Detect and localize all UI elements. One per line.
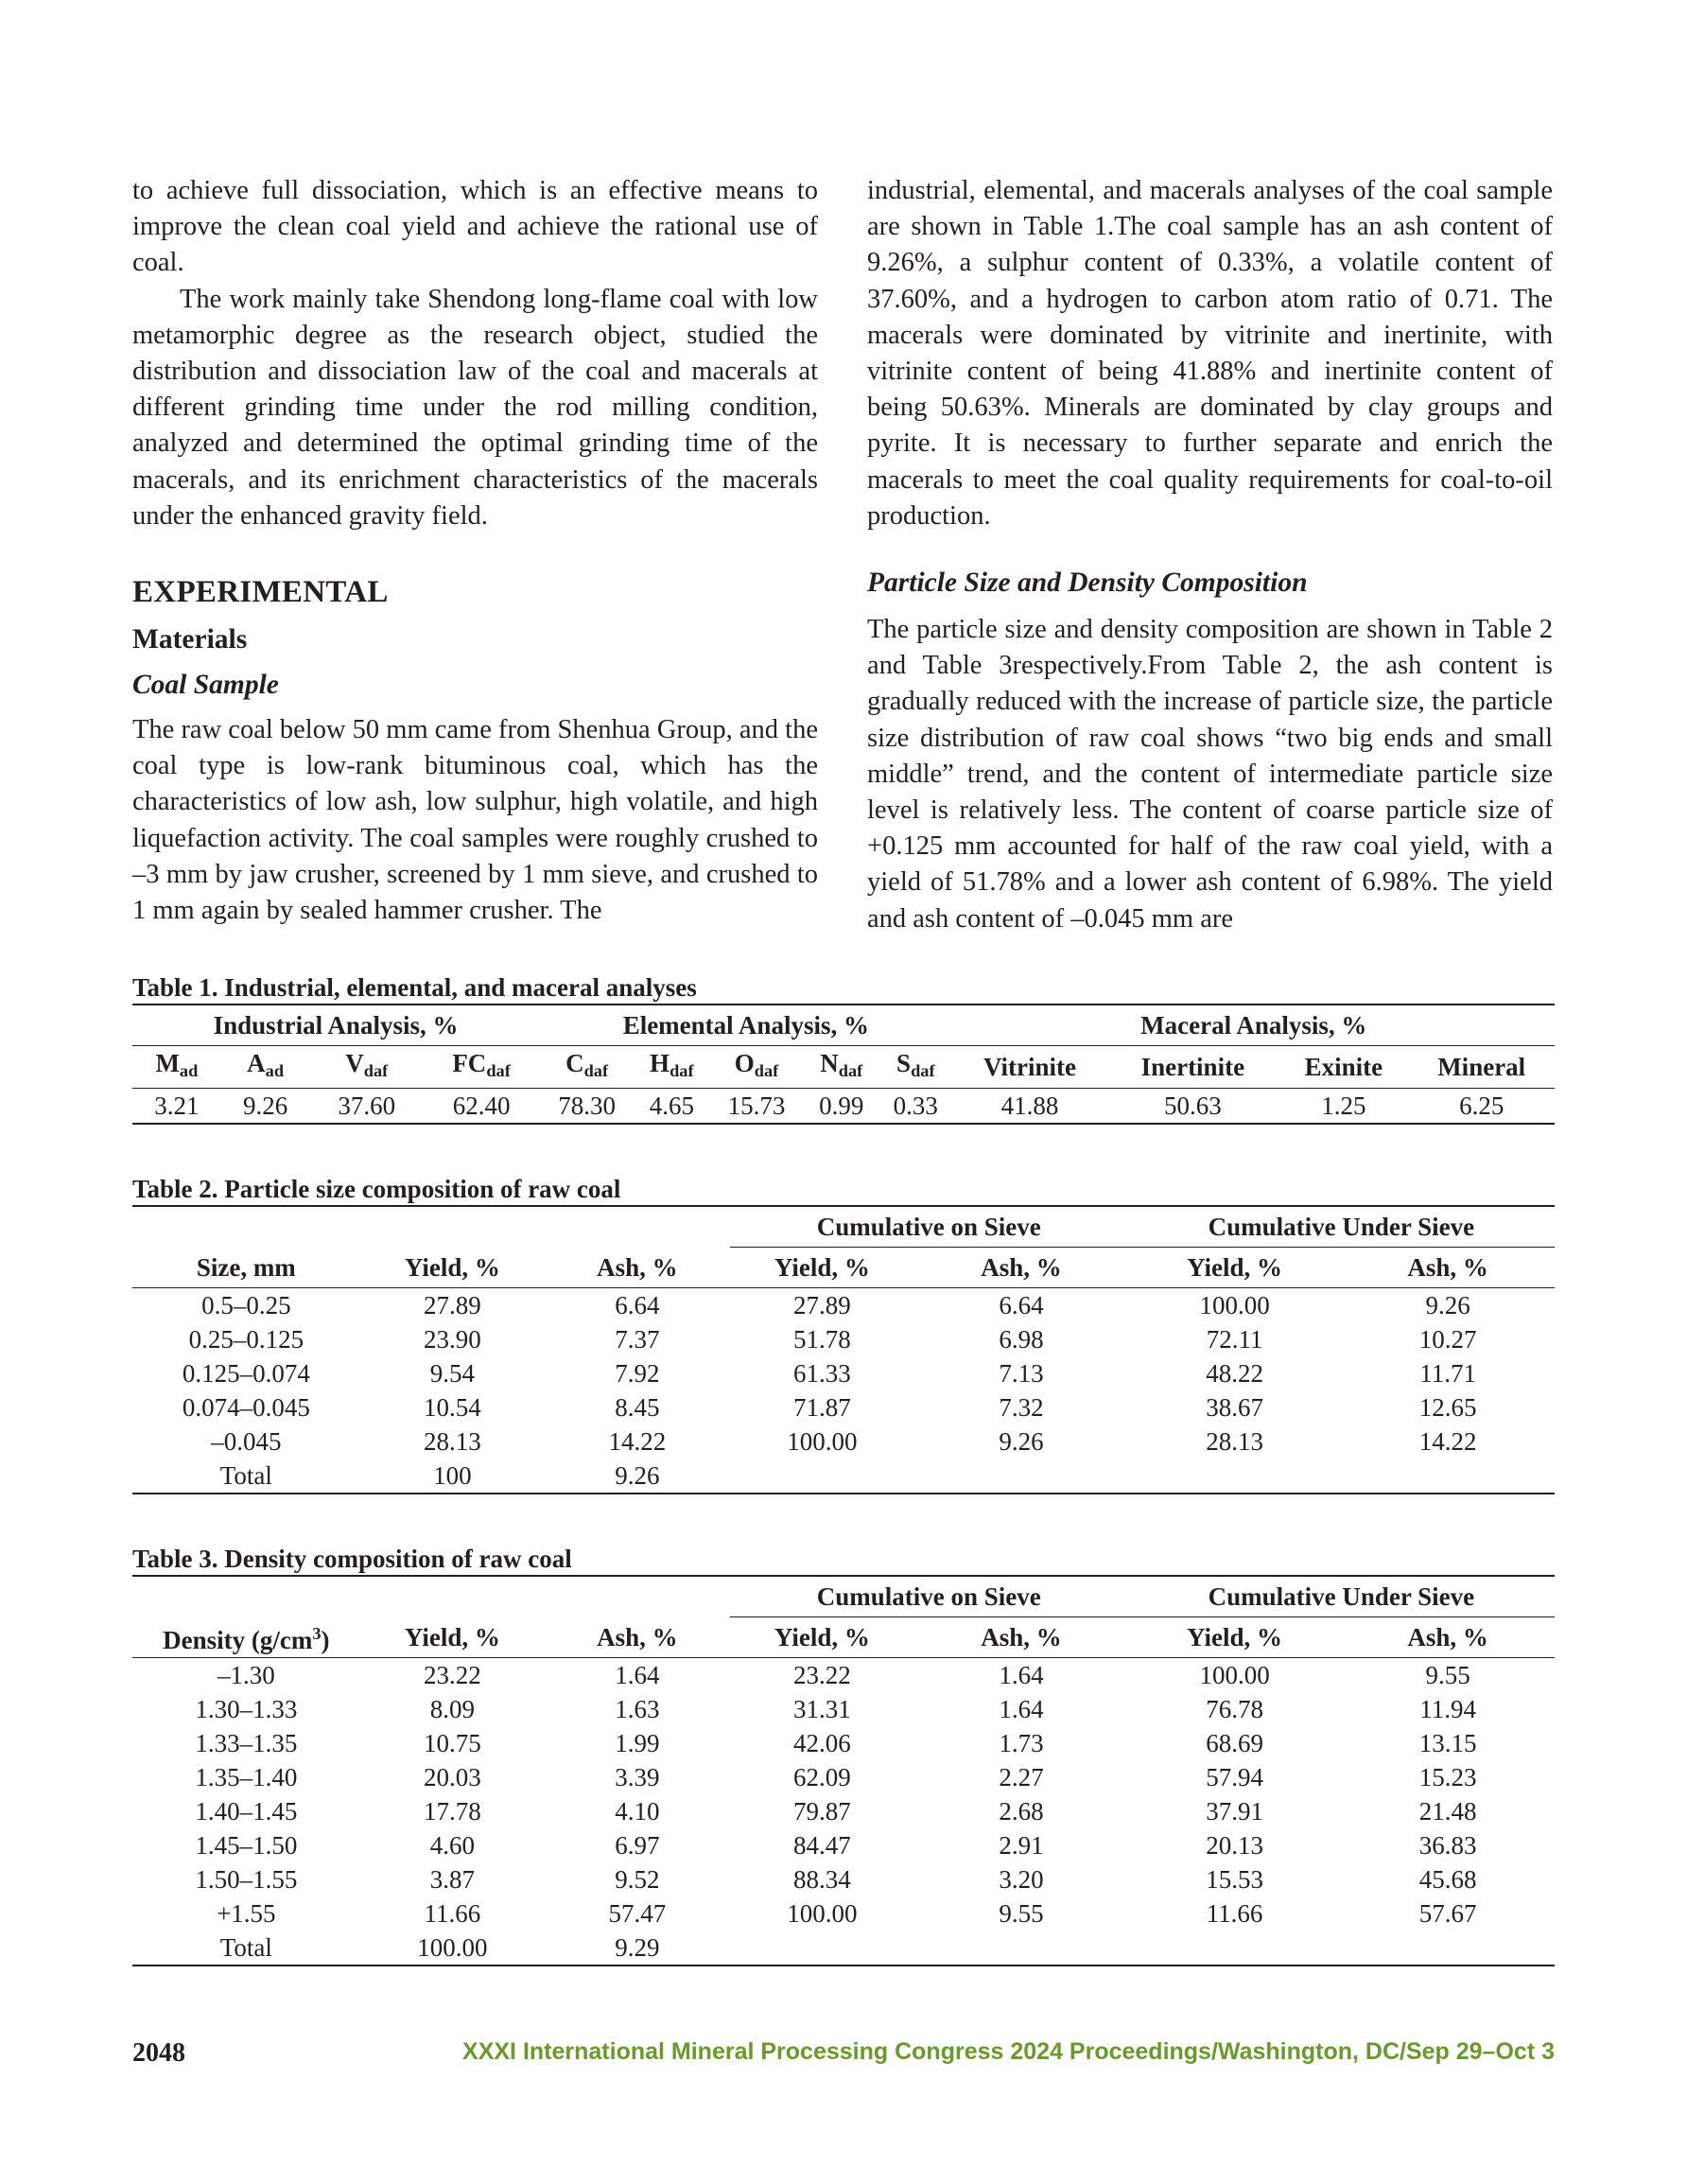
table-cell: 9.26 bbox=[615, 1461, 660, 1490]
table-cell: 23.22 bbox=[424, 1661, 481, 1689]
left-paragraph-2: The work mainly take Shendong long-flame coal with low metamorphic degree as the research object, studied the distribution and dissociation law of the coal and macerals at different grinding time under the rod milling condition, analyzed and determined the optimal grinding time of the macerals, and its enrichment characteristics of the macerals under the enhanced gravity field. bbox=[132, 284, 818, 531]
table-cell: 100.00 bbox=[787, 1427, 858, 1456]
table-row bbox=[132, 1726, 1555, 1760]
right-column bbox=[867, 173, 1553, 937]
table-row bbox=[132, 1794, 1555, 1828]
table-cell: 100.00 bbox=[787, 1899, 858, 1928]
table-cell bbox=[730, 1459, 915, 1494]
table-cell: –0.045 bbox=[211, 1427, 282, 1456]
table-cell: 10.27 bbox=[1418, 1325, 1477, 1354]
subsubheading-coal-sample: Coal Sample bbox=[132, 670, 279, 701]
table-cell: 23.22 bbox=[793, 1661, 851, 1689]
table-1-group-industrial: Industrial Analysis, % bbox=[132, 1005, 539, 1046]
table-row bbox=[132, 1459, 1555, 1494]
header-symbol: S bbox=[896, 1048, 912, 1077]
subheading-materials: Materials bbox=[132, 624, 248, 655]
table-1-value-cell: 37.60 bbox=[338, 1092, 396, 1120]
table-cell: 11.71 bbox=[1419, 1359, 1477, 1388]
table-1-header-cell bbox=[221, 1046, 310, 1089]
table-cell: 3.20 bbox=[999, 1865, 1044, 1894]
table-cell: 100 bbox=[433, 1461, 472, 1490]
table-cell: 31.31 bbox=[793, 1695, 851, 1723]
table-cell: 0.074–0.045 bbox=[182, 1393, 310, 1422]
table-cell: 6.97 bbox=[615, 1831, 660, 1860]
table-cell: 51.78 bbox=[793, 1325, 851, 1354]
table-cell: 7.13 bbox=[999, 1359, 1044, 1388]
table-row bbox=[132, 1356, 1555, 1390]
table-cell: 1.50–1.55 bbox=[195, 1865, 298, 1894]
table-row bbox=[132, 1862, 1555, 1896]
table-3-caption: Table 3. Density composition of raw coal bbox=[132, 1545, 572, 1573]
table-cell: 4.60 bbox=[429, 1831, 475, 1860]
table-1-header-cell bbox=[539, 1046, 635, 1089]
table-cell: 2.91 bbox=[999, 1831, 1044, 1860]
table-3-group-on-sieve: Cumulative on Sieve bbox=[730, 1576, 1128, 1617]
table-cell: 12.65 bbox=[1418, 1393, 1477, 1422]
table-3-header-cell: Yield, % bbox=[774, 1623, 870, 1651]
header-subscript: daf bbox=[670, 1061, 694, 1081]
table-cell: 13.15 bbox=[1418, 1729, 1477, 1757]
table-cell: 9.29 bbox=[615, 1933, 660, 1962]
table-cell: 14.22 bbox=[608, 1427, 667, 1456]
table-cell: 28.13 bbox=[424, 1427, 481, 1456]
table-cell: 1.73 bbox=[999, 1729, 1044, 1757]
header-symbol: M bbox=[155, 1048, 180, 1077]
left-paragraph-3: The raw coal below 50 mm came from Shenhua Group, and the coal type is low-rank bituminous coal, which has the characteristics of low ash, low sulphur, high volatile, and high liquefaction activity. The coal samples were roughly crushed to –3 mm by jaw crusher, screened by 1 mm sieve, and crushed to 1 mm again by sealed hammer crusher. The bbox=[132, 715, 818, 926]
table-1-value-cell: 78.30 bbox=[558, 1092, 616, 1120]
table-cell bbox=[914, 1931, 1128, 1966]
table-3-group-row bbox=[132, 1576, 1555, 1617]
table-1-header-cell bbox=[635, 1046, 709, 1089]
table-1-header-cell bbox=[132, 1046, 221, 1089]
table-row bbox=[132, 1658, 1555, 1693]
table-cell: 1.99 bbox=[615, 1729, 660, 1757]
table-1-header-cell bbox=[1278, 1046, 1408, 1089]
table-2 bbox=[132, 1173, 1555, 1494]
table-cell: 10.75 bbox=[424, 1729, 481, 1757]
table-1-group-elemental: Elemental Analysis, % bbox=[539, 1005, 952, 1046]
table-1-header-cell bbox=[805, 1046, 879, 1089]
table-1-header-row bbox=[132, 1046, 1555, 1089]
table-cell: 9.55 bbox=[1425, 1661, 1470, 1689]
table-2-header-row bbox=[132, 1248, 1555, 1288]
table-1-value-cell: 15.73 bbox=[727, 1092, 786, 1120]
table-3-body bbox=[132, 1658, 1555, 1966]
subsubheading-particle-size: Particle Size and Density Composition bbox=[867, 568, 1308, 599]
header-subscript: ad bbox=[265, 1061, 285, 1081]
table-cell: 15.23 bbox=[1418, 1763, 1477, 1791]
table-cell bbox=[914, 1459, 1128, 1494]
table-cell: 9.52 bbox=[615, 1865, 660, 1894]
table-cell: 2.68 bbox=[999, 1797, 1044, 1826]
table-cell: 1.35–1.40 bbox=[195, 1763, 298, 1791]
section-heading-experimental: EXPERIMENTAL bbox=[132, 575, 389, 610]
header-symbol: Exinite bbox=[1304, 1053, 1383, 1081]
table-1-value-cell: 4.65 bbox=[649, 1092, 694, 1120]
table-cell: 45.68 bbox=[1418, 1865, 1477, 1894]
header-symbol: Vitrinite bbox=[983, 1053, 1076, 1081]
table-1-value-cell: 3.21 bbox=[154, 1092, 200, 1120]
table-2-header-cell: Ash, % bbox=[981, 1253, 1062, 1282]
table-cell: 20.03 bbox=[424, 1763, 481, 1791]
table-cell: 1.33–1.35 bbox=[195, 1729, 298, 1757]
table-cell: 88.34 bbox=[793, 1865, 851, 1894]
table-3-header-cell: Ash, % bbox=[1407, 1623, 1488, 1651]
table-cell bbox=[1128, 1459, 1342, 1494]
table-1-group-row bbox=[132, 1005, 1555, 1046]
table-1-value-row bbox=[132, 1089, 1555, 1125]
table-1-grid bbox=[132, 1004, 1555, 1125]
page-number: 2048 bbox=[132, 2038, 185, 2068]
table-cell: 9.26 bbox=[999, 1427, 1044, 1456]
left-column bbox=[132, 173, 818, 929]
table-1-value-cell: 6.25 bbox=[1459, 1092, 1504, 1120]
table-cell: 11.66 bbox=[1206, 1899, 1263, 1928]
header-symbol: N bbox=[820, 1048, 839, 1077]
table-1-value-cell: 62.40 bbox=[452, 1092, 511, 1120]
table-cell: 100.00 bbox=[1199, 1291, 1270, 1319]
table-cell: 27.89 bbox=[424, 1291, 481, 1319]
table-cell: 6.64 bbox=[615, 1291, 660, 1319]
table-3-header-cell: Yield, % bbox=[1187, 1623, 1283, 1651]
table-cell: 0.125–0.074 bbox=[182, 1359, 310, 1388]
table-cell: 1.30–1.33 bbox=[195, 1695, 298, 1723]
table-2-body bbox=[132, 1288, 1555, 1494]
table-cell: 9.26 bbox=[1425, 1291, 1470, 1319]
table-cell: 38.67 bbox=[1206, 1393, 1263, 1422]
table-1-header-cell bbox=[878, 1046, 953, 1089]
table-cell: 17.78 bbox=[424, 1797, 481, 1826]
table-cell: 1.45–1.50 bbox=[195, 1831, 298, 1860]
table-row bbox=[132, 1390, 1555, 1424]
table-cell: 11.94 bbox=[1419, 1695, 1477, 1723]
table-cell bbox=[730, 1931, 915, 1966]
table-2-group-row bbox=[132, 1206, 1555, 1248]
right-paragraph-1: industrial, elemental, and macerals analyses of the coal sample are shown in Table 1.The coal sample has an ash content of 9.26%, a sulphur content of 0.33%, a volatile content of 37.60%, and a hydrogen to carbon atom ratio of 0.71. The macerals were dominated by vitrinite and inertinite, with vitrinite content of being 41.88% and inertinite content of being 50.63%. Minerals are dominated by clay groups and pyrite. It is necessary to further separate and enrich the macerals to meet the coal quality requirements for coal-to-oil production. bbox=[867, 176, 1553, 531]
table-cell: 9.55 bbox=[999, 1899, 1044, 1928]
table-2-header-cell: Ash, % bbox=[597, 1252, 678, 1282]
table-row bbox=[132, 1692, 1555, 1726]
table-3-header-row bbox=[132, 1617, 1555, 1658]
header-symbol: O bbox=[734, 1048, 755, 1077]
table-1-value-cell: 0.99 bbox=[819, 1092, 864, 1120]
table-2-header-cell: Yield, % bbox=[1187, 1253, 1283, 1282]
header-symbol: Mineral bbox=[1437, 1053, 1526, 1081]
table-cell: 100.00 bbox=[1199, 1661, 1270, 1689]
table-1-header-cell bbox=[709, 1046, 805, 1089]
table-1-header-cell bbox=[310, 1046, 425, 1089]
left-paragraph-1: to achieve full dissociation, which is an effective means to improve the clean coal yield and achieve the rational use of coal. bbox=[132, 176, 818, 278]
table-row bbox=[132, 1931, 1555, 1966]
table-cell: 42.06 bbox=[793, 1729, 851, 1757]
table-3-header-cell: Ash, % bbox=[981, 1623, 1062, 1651]
table-row bbox=[132, 1424, 1555, 1459]
table-cell: –1.30 bbox=[217, 1661, 275, 1689]
right-paragraph-2: The particle size and density composition are shown in Table 2 and Table 3respectively.From Table 2, the ash content is gradually reduced with the increase of particle size, the particle size distribution of raw coal shows “two big ends and small middle” trend, and the content of intermediate particle size level is relatively less. The content of coarse particle size of +0.125 mm accounted for half of the raw coal yield, with a yield of 51.78% and a lower ash content of 6.98%. The yield and ash content of –0.045 mm are bbox=[867, 615, 1553, 934]
table-cell: 6.98 bbox=[999, 1325, 1044, 1354]
table-cell: 14.22 bbox=[1418, 1427, 1477, 1456]
table-cell: 36.83 bbox=[1418, 1831, 1477, 1860]
table-1 bbox=[132, 971, 1555, 1125]
table-2-header-cell: Yield, % bbox=[774, 1253, 870, 1282]
table-cell: 10.54 bbox=[424, 1393, 481, 1422]
table-cell: 1.64 bbox=[999, 1661, 1044, 1689]
table-3-grid bbox=[132, 1575, 1555, 1966]
header-symbol: Inertinite bbox=[1140, 1053, 1245, 1081]
table-cell: 48.22 bbox=[1206, 1359, 1263, 1388]
table-cell: 7.92 bbox=[615, 1359, 660, 1388]
table-cell: 84.47 bbox=[793, 1831, 851, 1860]
table-cell: 27.89 bbox=[793, 1291, 851, 1319]
table-cell: 1.64 bbox=[615, 1661, 660, 1689]
table-cell: 0.5–0.25 bbox=[201, 1291, 291, 1319]
table-cell bbox=[1128, 1931, 1342, 1966]
table-cell bbox=[1341, 1459, 1555, 1494]
table-cell: 71.87 bbox=[793, 1393, 851, 1422]
header-symbol: A bbox=[247, 1048, 266, 1077]
table-cell: 11.66 bbox=[424, 1899, 481, 1928]
table-cell: 7.37 bbox=[615, 1325, 660, 1354]
table-cell: 20.13 bbox=[1206, 1831, 1263, 1860]
table-cell bbox=[1341, 1931, 1555, 1966]
table-cell: 68.69 bbox=[1206, 1729, 1263, 1757]
table-cell: 37.91 bbox=[1206, 1797, 1263, 1826]
table-cell: 100.00 bbox=[417, 1933, 488, 1962]
table-1-header-cell bbox=[1408, 1046, 1555, 1089]
table-2-header-cell: Size, mm bbox=[196, 1252, 296, 1282]
table-row bbox=[132, 1288, 1555, 1323]
table-1-value-cell: 9.26 bbox=[243, 1092, 288, 1120]
table-cell: Total bbox=[219, 1461, 272, 1490]
table-cell: 57.47 bbox=[608, 1899, 667, 1928]
table-cell: 4.10 bbox=[615, 1797, 660, 1826]
table-cell: 1.63 bbox=[615, 1695, 660, 1723]
table-cell: 0.25–0.125 bbox=[188, 1325, 304, 1354]
table-1-header-cell bbox=[1106, 1046, 1278, 1089]
header-subscript: daf bbox=[754, 1061, 779, 1081]
header-subscript: daf bbox=[583, 1061, 609, 1081]
table-row bbox=[132, 1322, 1555, 1356]
header-subscript: ad bbox=[179, 1061, 199, 1081]
table-cell: 3.87 bbox=[429, 1865, 475, 1894]
table-cell: 8.09 bbox=[429, 1695, 475, 1723]
table-cell: +1.55 bbox=[217, 1899, 276, 1928]
table-1-header-cell bbox=[424, 1046, 539, 1089]
table-3-header-cell: Ash, % bbox=[597, 1622, 678, 1651]
header-subscript: daf bbox=[911, 1061, 935, 1081]
table-2-header-cell: Ash, % bbox=[1407, 1253, 1488, 1282]
table-1-value-cell: 1.25 bbox=[1321, 1092, 1366, 1120]
table-2-group-under-sieve: Cumulative Under Sieve bbox=[1128, 1206, 1555, 1248]
header-subscript: daf bbox=[363, 1061, 389, 1081]
table-cell: 2.27 bbox=[999, 1763, 1044, 1791]
table-row bbox=[132, 1828, 1555, 1862]
table-cell: 23.90 bbox=[424, 1325, 481, 1354]
table-1-caption: Table 1. Industrial, elemental, and maceral analyses bbox=[132, 973, 697, 1002]
table-cell: 76.78 bbox=[1206, 1695, 1263, 1723]
table-3-header-cell: Yield, % bbox=[404, 1622, 500, 1651]
header-symbol: FC bbox=[452, 1048, 487, 1077]
table-1-value-cell: 41.88 bbox=[1000, 1092, 1059, 1120]
table-2-grid bbox=[132, 1205, 1555, 1494]
table-cell: 62.09 bbox=[793, 1763, 851, 1791]
table-3 bbox=[132, 1543, 1555, 1966]
page-footer bbox=[132, 2038, 1555, 2072]
table-2-group-on-sieve: Cumulative on Sieve bbox=[730, 1206, 1128, 1248]
table-1-header-cell bbox=[953, 1046, 1107, 1089]
table-cell: 3.39 bbox=[615, 1763, 660, 1791]
table-cell: 6.64 bbox=[999, 1291, 1044, 1319]
table-row bbox=[132, 1760, 1555, 1794]
journal-title: XXXI International Mineral Processing Congress 2024 Proceedings/Washington, DC/Sep 29–Oct 3 bbox=[462, 2038, 1555, 2065]
header-symbol: C bbox=[565, 1048, 584, 1077]
header-subscript: daf bbox=[838, 1061, 863, 1081]
table-3-header-density: Density $(g/cm^3)$ bbox=[163, 1624, 330, 1655]
table-2-header-cell: Yield, % bbox=[404, 1252, 500, 1282]
table-cell: 8.45 bbox=[615, 1393, 660, 1422]
table-cell: 7.32 bbox=[999, 1393, 1044, 1422]
table-cell: 9.54 bbox=[429, 1359, 475, 1388]
header-symbol: V bbox=[345, 1048, 364, 1077]
table-1-value-cell: 50.63 bbox=[1163, 1092, 1222, 1120]
table-cell: 28.13 bbox=[1206, 1427, 1263, 1456]
header-subscript: daf bbox=[486, 1061, 511, 1081]
table-cell: 15.53 bbox=[1206, 1865, 1263, 1894]
header-symbol: H bbox=[650, 1048, 670, 1077]
table-1-group-maceral: Maceral Analysis, % bbox=[953, 1005, 1555, 1046]
table-cell: 61.33 bbox=[793, 1359, 851, 1388]
table-1-value-cell: 0.33 bbox=[893, 1092, 938, 1120]
table-cell: 21.48 bbox=[1418, 1797, 1477, 1826]
table-cell: 57.67 bbox=[1418, 1899, 1477, 1928]
table-row bbox=[132, 1896, 1555, 1931]
table-cell: 72.11 bbox=[1206, 1325, 1263, 1354]
table-3-group-under-sieve: Cumulative Under Sieve bbox=[1128, 1576, 1555, 1617]
table-2-caption: Table 2. Particle size composition of raw coal bbox=[132, 1175, 621, 1203]
table-cell: Total bbox=[219, 1933, 272, 1962]
table-cell: 79.87 bbox=[793, 1797, 851, 1826]
table-cell: 57.94 bbox=[1206, 1763, 1263, 1791]
table-cell: 1.64 bbox=[999, 1695, 1044, 1723]
table-cell: 1.40–1.45 bbox=[195, 1797, 298, 1826]
